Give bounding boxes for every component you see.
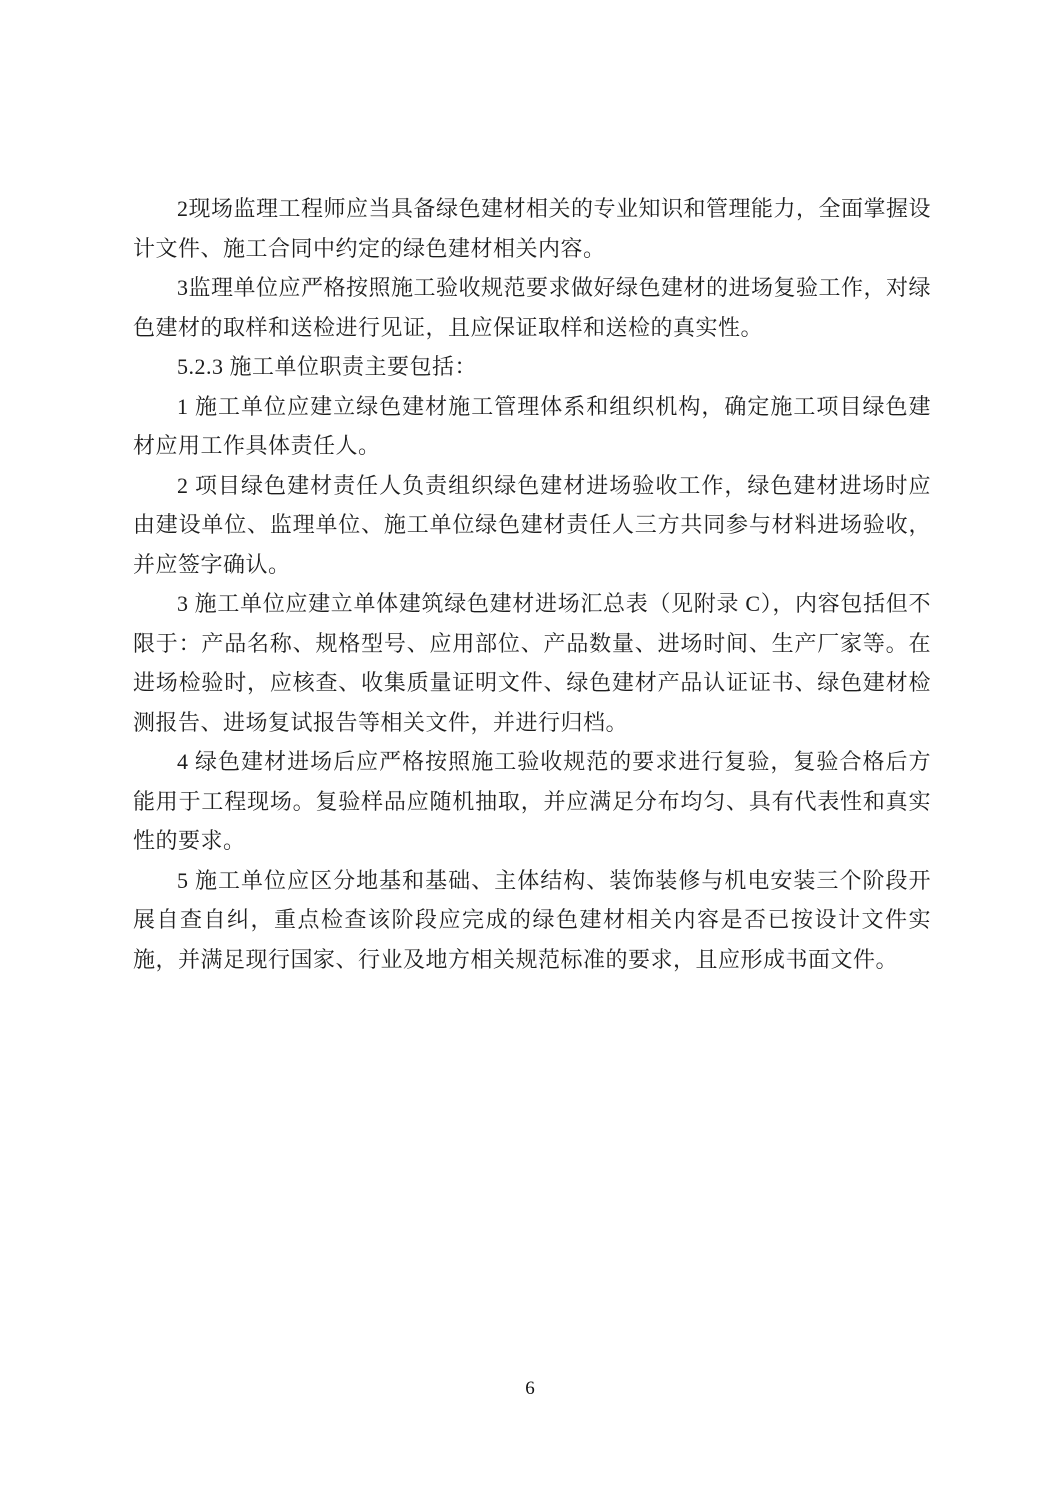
page-number: 6 <box>525 1378 535 1399</box>
document-body <box>133 189 931 979</box>
paragraph: 3 施工单位应建立单体建筑绿色建材进场汇总表（见附录 C），内容包括但不限于：产品名称、规格型号、应用部位、产品数量、进场时间、生产厂家等。在进场检验时，应核查、收集质量证明文件、绿色建材产品认证证书、绿色建材检测报告、进场复试报告等相关文件，并进行归档。 <box>133 591 931 735</box>
paragraph: 5 施工单位应区分地基和基础、主体结构、装饰装修与机电安装三个阶段开展自查自纠，重点检查该阶段应完成的绿色建材相关内容是否已按设计文件实施，并满足现行国家、行业及地方相关规范标准的要求，且应形成书面文件。 <box>133 867 931 972</box>
paragraph: 2现场监理工程师应当具备绿色建材相关的专业知识和管理能力，全面掌握设计文件、施工合同中约定的绿色建材相关内容。 <box>133 196 932 261</box>
paragraph: 3监理单位应严格按照施工验收规范要求做好绿色建材的进场复验工作，对绿色建材的取样和送检进行见证，且应保证取样和送检的真实性。 <box>133 275 932 340</box>
paragraph: 4 绿色建材进场后应严格按照施工验收规范的要求进行复验，复验合格后方能用于工程现场。复验样品应随机抽取，并应满足分布均匀、具有代表性和真实性的要求。 <box>133 749 931 853</box>
section-heading: 5.2.3 施工单位职责主要包括： <box>177 354 478 379</box>
paragraph: 1 施工单位应建立绿色建材施工管理体系和组织机构，确定施工项目绿色建材应用工作具体责任人。 <box>133 393 931 458</box>
paragraph: 2 项目绿色建材责任人负责组织绿色建材进场验收工作，绿色建材进场时应由建设单位、监理单位、施工单位绿色建材责任人三方共同参与材料进场验收，并应签字确认。 <box>133 472 931 577</box>
